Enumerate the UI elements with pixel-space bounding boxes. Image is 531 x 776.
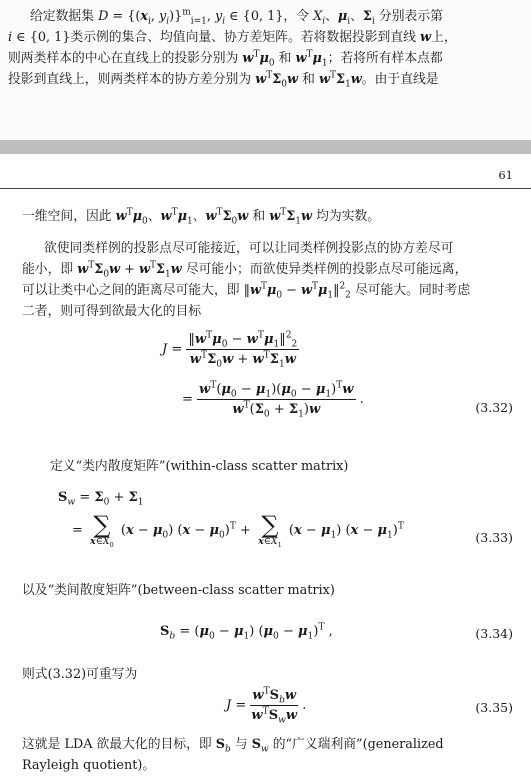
text: 可以让类中心之间的距离尽可能大，即 — [22, 283, 240, 298]
top-line-4: 投影到直线上，则两类样本的协方差分别为 $w^T\Sigma_0w$ 和 $w^T\Sigma_1w$。由于直线是 — [8, 70, 439, 90]
sum-x1: ∑ $x\in X_1$ — [258, 511, 282, 549]
equation-number-3-33: (3.33) — [475, 530, 513, 545]
page-gap — [0, 140, 531, 154]
equation-3-33-row2: = ∑ $x\in X_0$ $(x - \mu_0)$ $(x - \mu_0)^T$ + ∑ $x\in X_1$ $(x - \mu_1)$ $(x - \mu_1)^T$ — [72, 511, 404, 549]
final-line-2: Rayleigh quotient)。 — [22, 758, 156, 773]
para1-line: 一维空间，因此 $w^T\mu_0$、$w^T\mu_1$、$w^T\Sigma_0w$ 和 $w^T\Sigma_1w$ 均为实数。 — [22, 207, 381, 227]
text: 均为实数。 — [316, 209, 381, 224]
text: 则式(3.32)可重写为 — [22, 667, 138, 682]
text: 和 — [278, 51, 292, 66]
text: 上， — [431, 30, 457, 45]
equation-number-3-35: (3.35) — [475, 700, 513, 715]
text: 以及“类间散度矩阵”(between-class scatter matrix) — [22, 583, 335, 598]
text: 一维空间，因此 — [22, 209, 112, 224]
def-between-line — [0, 580, 531, 601]
paragraph-1 — [0, 206, 531, 227]
top-paragraph — [0, 6, 531, 90]
para2-line-3: 可以让类中心之间的距离尽可能大，即 $‖w^T\mu_0$ − $w^T\mu_1‖^2_2$ 尽可能大。同时考虑 — [22, 281, 471, 301]
top-line-2: i ∈ {0, 1}类示例的集合、均值向量、协方差矩阵。若将数据投影到直线 w上， — [8, 30, 457, 45]
text: 的“广义瑞利商”(generalized — [272, 737, 444, 752]
text: 分别表示第 — [378, 9, 443, 24]
text: 这就是 LDA 欲最大化的目标，即 — [22, 737, 212, 752]
rewrite-line — [0, 664, 531, 685]
text: 给定数据集 — [30, 9, 94, 24]
text: 和 — [252, 209, 266, 224]
top-line-1: 给定数据集 $D = \{(x_i$, $y_i)\}^m_{i=1}$, $y_i$ ∈ {0, 1}，令 $X_i$、$\mu_i$、$\Sigma_i$ 分别表示第 — [30, 7, 443, 27]
para2-line-2: 能小，即 $w^T\Sigma_0w + w^T\Sigma_1w$ 尽可能小；而欲使异类样例的投影点尽可能远离， — [22, 260, 468, 280]
equation-3-35: J = $\frac{w^TS_bw}{w^TS_ww}$ . — [226, 686, 307, 726]
sum-x0: ∑ $x\in X_0$ — [90, 511, 114, 549]
previous-page-fragment — [0, 0, 531, 140]
text: 与 — [234, 737, 248, 752]
top-line-3: 则两类样本的中心在直线上的投影分别为 $w^T\mu_0$ 和 $w^T\mu_1$；若将所有样本点都 — [8, 49, 443, 69]
equation-3-32-row1: J = $\frac{‖w^T\mu_0 - w^T\mu_1‖^2_2}{w^T\Sigma_0w + w^T\Sigma_1w}$ — [162, 330, 298, 370]
equation-number-3-32: (3.32) — [475, 400, 513, 415]
equation-3-32-row2: = $\frac{w^T(\mu_0 - \mu_1)(\mu_0 - \mu_1)^Tw}{w^T(\Sigma_0 + \Sigma_1)w}$ . — [182, 380, 364, 420]
page-61 — [0, 154, 531, 775]
text: 定义“类内散度矩阵”(within-class scatter matrix) — [50, 459, 349, 474]
para2-line-1: 欲使同类样例的投影点尽可能接近，可以让同类样例投影点的协方差尽可 — [44, 241, 454, 256]
text: ，令 — [283, 9, 309, 24]
paragraph-2 — [0, 238, 531, 322]
fraction: $\frac{‖w^T\mu_0 - w^T\mu_1‖^2_2}{w^T\Sigma_0w + w^T\Sigma_1w}$ — [188, 330, 298, 370]
fraction: $\frac{w^T(\mu_0 - \mu_1)(\mu_0 - \mu_1)^Tw}{w^T(\Sigma_0 + \Sigma_1)w}$ — [199, 380, 354, 420]
text: 能小，即 — [22, 262, 74, 277]
fraction: $\frac{w^TS_bw}{w^TS_ww}$ — [251, 686, 298, 726]
text: 尽可能小；而欲使异类样例的投影点尽可能远离， — [185, 262, 468, 277]
def-within-line — [0, 456, 531, 477]
text: 投影到直线上，则两类样本的协方差分别为 — [8, 72, 252, 87]
equation-number-3-34: (3.34) — [475, 626, 513, 641]
text: 类示例的集合、均值向量、协方差矩阵。若将数据投影到直线 — [70, 30, 416, 45]
text: 则两类样本的中心在直线上的投影分别为 — [8, 51, 239, 66]
page-number: 61 — [498, 168, 513, 182]
para2-line-4: 二者，则可得到欲最大化的目标 — [22, 304, 202, 319]
final-line-1: 这就是 LDA 欲最大化的目标，即 $S_b$ 与 $S_w$ 的“广义瑞利商”(generalized — [22, 737, 444, 755]
text: 。由于直线是 — [361, 72, 439, 87]
equation-3-33-row1: $S_w = \Sigma_0 + \Sigma_1$ — [58, 490, 144, 508]
header-rule — [0, 188, 531, 189]
equation-3-34: $S_b = (\mu_0 - \mu_1) (\mu_0 - \mu_1)^T$ , — [160, 622, 333, 642]
final-paragraph — [0, 734, 531, 776]
text: 和 — [302, 72, 315, 87]
text: 尽可能大。同时考虑 — [354, 283, 471, 298]
text: ；若将所有样本点都 — [327, 51, 443, 66]
